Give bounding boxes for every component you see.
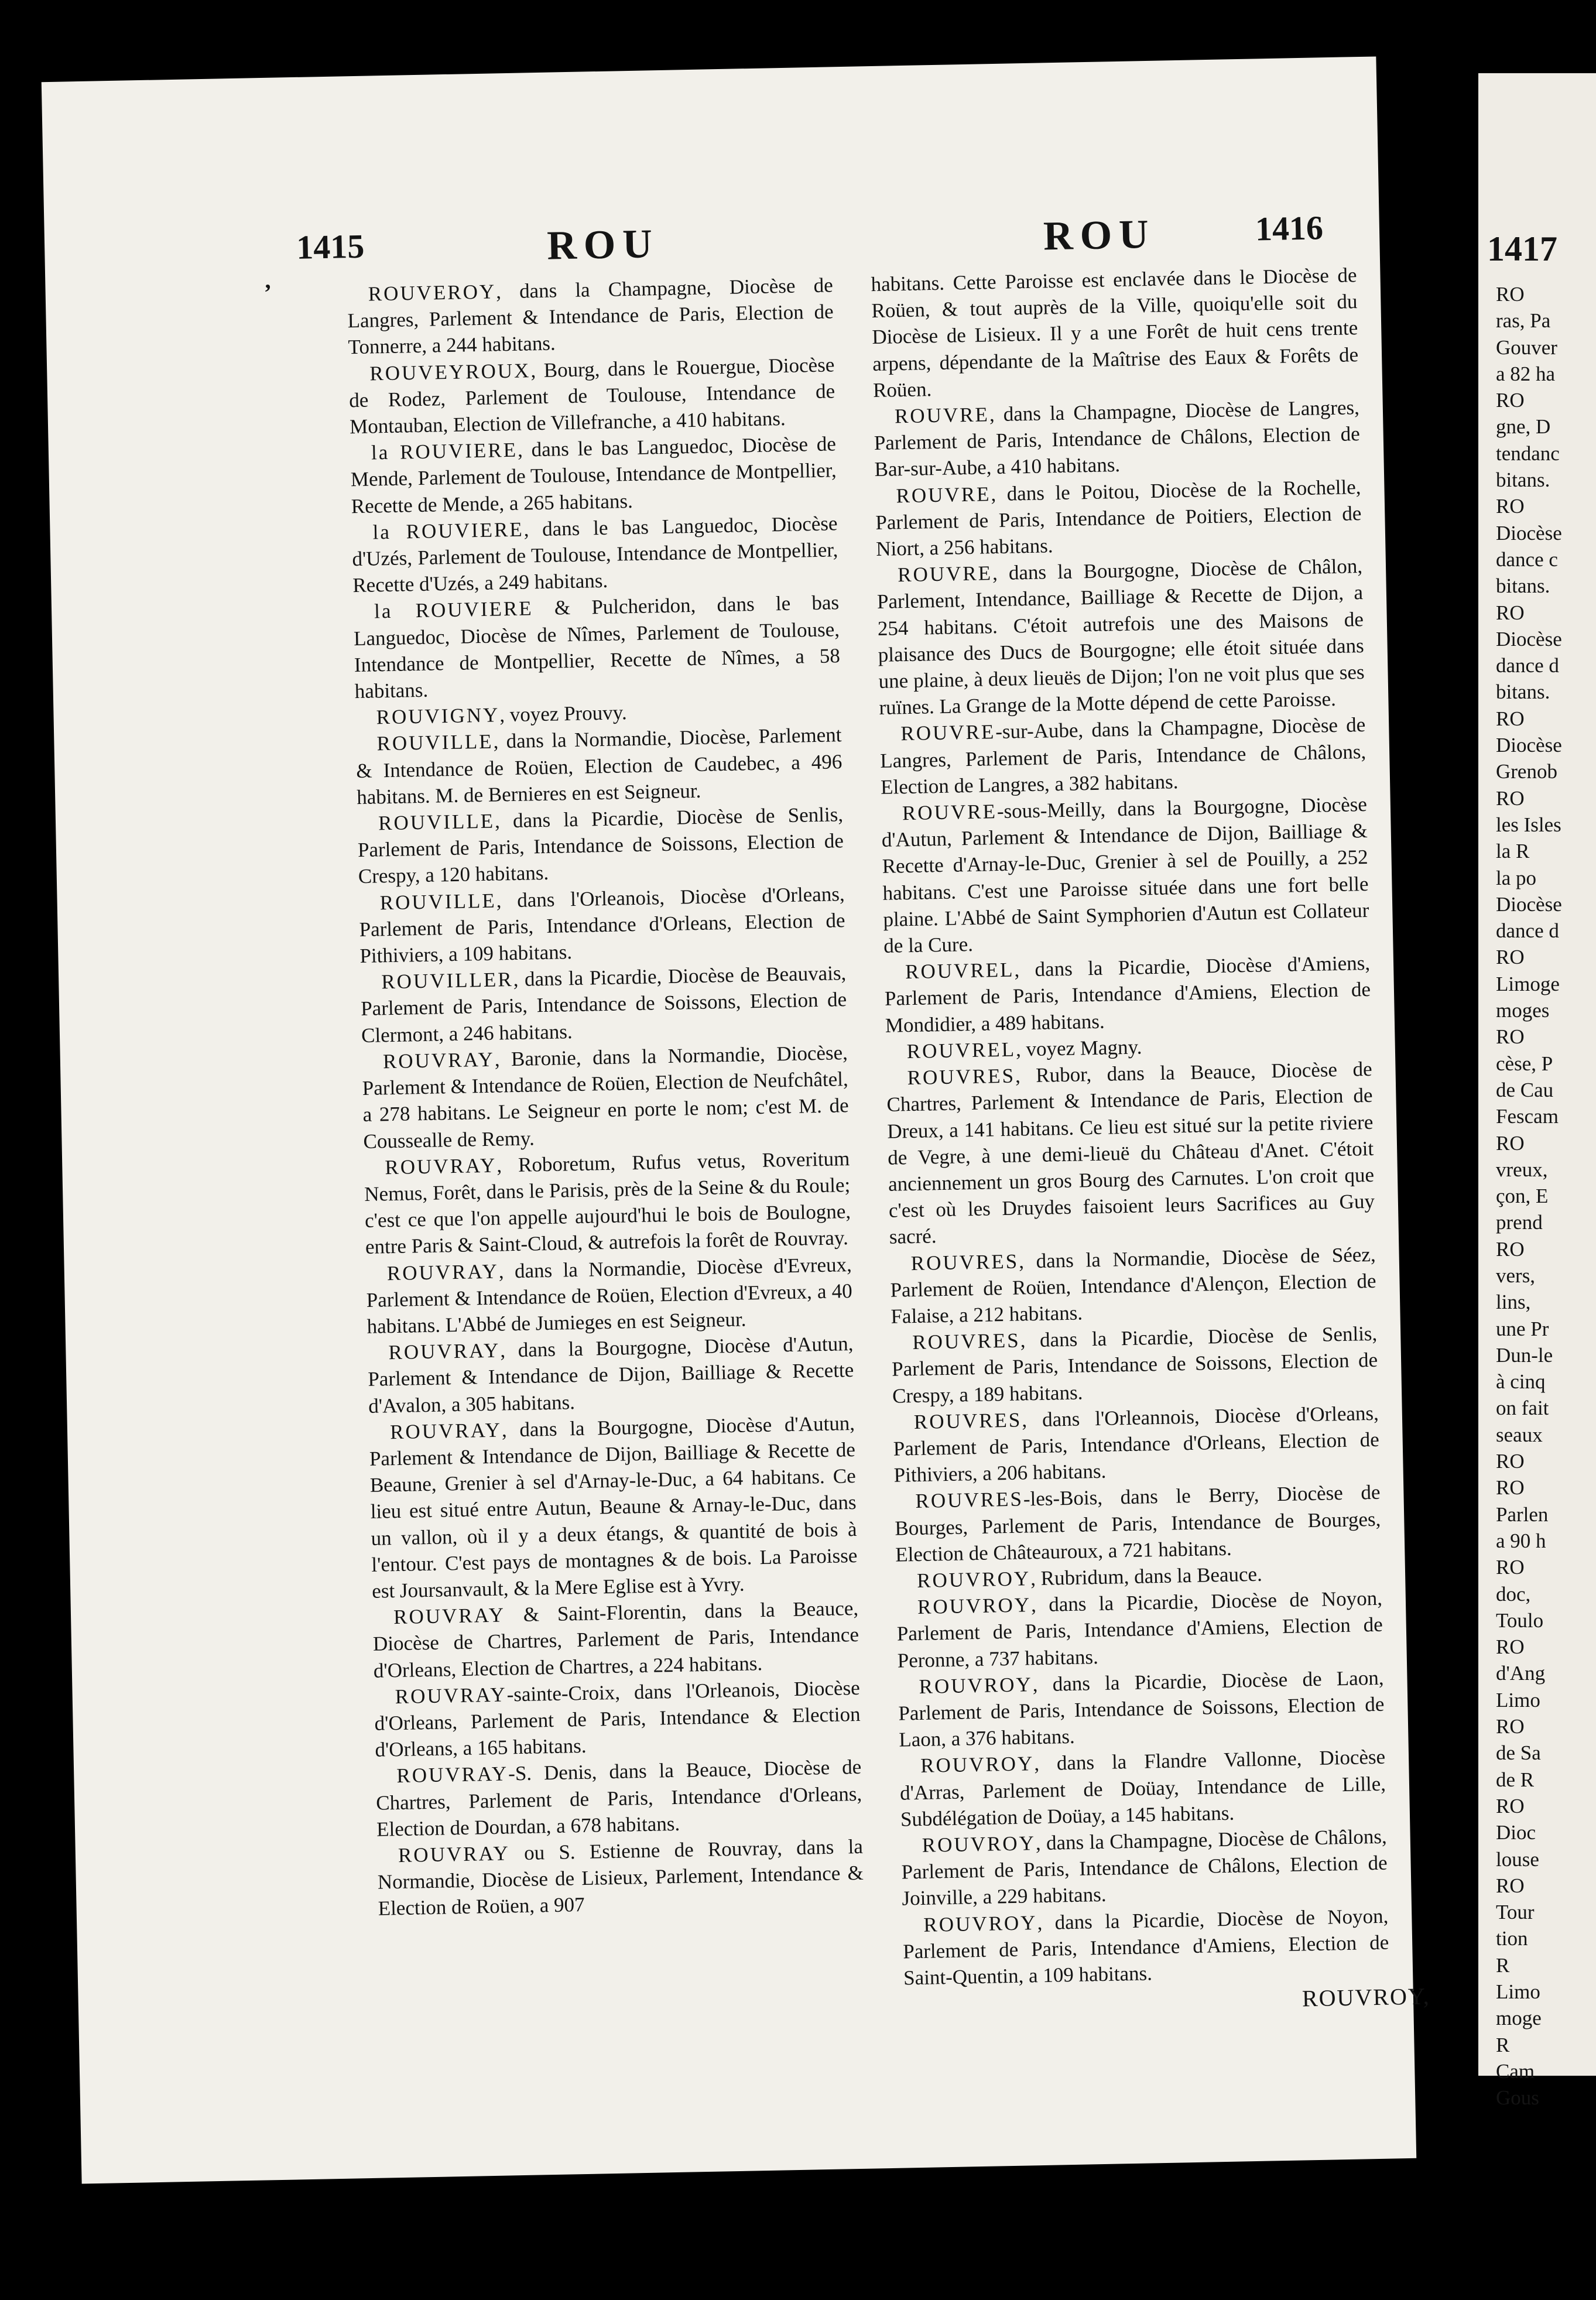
next-page-number: 1417 xyxy=(1487,230,1557,268)
entry-text: , dans la Champagne, Diocèse de Châlons, Parlement de Paris, Intendance de Châlons, Election de Joinville, a 229 habitans. xyxy=(901,1825,1388,1910)
entry-headword: ROUVRAY xyxy=(396,1762,509,1788)
entry-headword: ROUVRES xyxy=(915,1487,1024,1513)
dictionary-entry xyxy=(902,1902,1389,1991)
next-page-line: Tour xyxy=(1496,1901,1535,1924)
dictionary-entry xyxy=(351,510,838,599)
entry-headword: ROUVRE xyxy=(902,800,998,825)
next-page-line: R xyxy=(1496,1953,1510,1977)
entry-text: & Pulcheridon, dans le bas Languedoc, Diocèse de Nîmes, Parlement de Toulouse, Intendance de Montpellier, Recette de Nîmes, a 58 habitans. xyxy=(353,591,841,703)
entry-text: , dans le bas Languedoc, Diocèse d'Uzés, Parlement de Toulouse, Intendance de Montpellier, Recette d'Uzés, a 249 habitans. xyxy=(352,512,838,597)
entry-text: -sous-Meilly, dans la Bourgogne, Diocèse d'Autun, Parlement & Intendance de Dijon, Bailliage & Recette d'Arnay-le-Duc, Grenier à sel de Pouilly, a 252 habitans. C'est une Paroisse située dans une fort belle plaine. L'Abbé de Saint Symphorien d'Autun est Collateur de la Cure. xyxy=(881,793,1369,957)
next-page-line: tendanc xyxy=(1496,441,1560,465)
next-page-line: Toulo xyxy=(1496,1608,1544,1632)
next-page-line: a 82 ha xyxy=(1496,362,1556,385)
next-page-line: RO xyxy=(1496,946,1525,969)
next-page-line: Gous xyxy=(1496,2086,1539,2110)
entry-text: , dans la Picardie, Diocèse de Laon, Parlement de Paris, Intendance de Soissons, Election de Laon, a 376 habitans. xyxy=(898,1666,1385,1751)
next-page-line: Grenob xyxy=(1496,760,1557,783)
next-page-line: vreux, xyxy=(1496,1158,1548,1181)
next-page-line: lins, xyxy=(1496,1291,1531,1314)
dictionary-entry xyxy=(876,553,1365,721)
next-page-line: RO xyxy=(1496,1476,1525,1500)
next-page-line: dance c xyxy=(1496,547,1558,571)
entry-headword: ROUVRE xyxy=(900,720,996,745)
next-page-line: prend xyxy=(1496,1211,1543,1234)
dictionary-entry xyxy=(881,791,1370,959)
entry-text: , dans la Picardie, Diocèse de Senlis, Parlement de Paris, Intendance de Soissons, Election de Crespy, a 120 habitans. xyxy=(357,803,844,888)
entry-headword: ROUVREL xyxy=(905,958,1015,984)
entry-headword: ROUVRAY xyxy=(395,1683,507,1708)
dictionary-entry xyxy=(362,1039,850,1155)
entry-headword: la ROUVIERE xyxy=(372,518,524,544)
entry-headword: ROUVRAY xyxy=(393,1603,506,1629)
next-page-line: les Isles xyxy=(1496,813,1561,836)
entry-headword: ROUVROY xyxy=(916,1567,1031,1592)
next-page-line: vers, xyxy=(1496,1264,1536,1287)
dictionary-entry xyxy=(350,430,837,519)
entry-headword: la ROUVIERE xyxy=(371,438,518,464)
entry-headword: ROUVRAY xyxy=(385,1154,497,1179)
entry-text: , dans la Picardie, Diocèse d'Amiens, Parlement de Paris, Intendance d'Amiens, Election de Mondidier, a 489 habitans. xyxy=(884,952,1371,1037)
next-page-line: une Pr xyxy=(1496,1317,1549,1340)
dictionary-entry xyxy=(875,474,1362,563)
next-page-line: Diocèse xyxy=(1496,521,1562,545)
entry-text: , dans la Picardie, Diocèse de Noyon, Parlement de Paris, Intendance d'Amiens, Election de Saint-Quentin, a 109 habitans. xyxy=(902,1904,1389,1990)
dictionary-entry xyxy=(347,272,834,361)
entry-headword: ROUVRES xyxy=(907,1064,1016,1090)
entry-headword: ROUVRES xyxy=(913,1408,1022,1433)
next-page-line: RO xyxy=(1496,1874,1525,1897)
dictionary-entry xyxy=(377,1833,864,1922)
next-page-line: cèse, P xyxy=(1496,1052,1553,1075)
entry-headword: ROUVRE xyxy=(894,403,990,428)
entry-text: , dans le bas Languedoc, Diocèse de Mende, Parlement de Toulouse, Intendance de Montpellier, Recette de Mende, a 265 habitans. xyxy=(350,432,837,518)
entry-headword: ROUVEYROUX xyxy=(369,358,531,385)
entry-headword: ROUVEROY xyxy=(368,280,496,306)
next-page-line: de Cau xyxy=(1496,1078,1554,1101)
entry-headword: ROUVROY xyxy=(920,1752,1035,1778)
next-page-line: Diocèse xyxy=(1496,627,1562,651)
next-page-line: RO xyxy=(1496,1715,1525,1738)
entry-text: , Rubor, dans la Beauce, Diocèse de Chartres, Parlement & Intendance de Paris, Election de Dreux, a 141 habitans. Ce lieu est situé sur la petite riviere de Vegre, à une demi-lieuë du Château d'Anet. C'étoit anciennement un gros Bourg des Carnutes. L'on croit que c'est où les Druydes faisoient leurs Sacrifices au Guy sacré. xyxy=(886,1057,1375,1249)
next-page-line: RO xyxy=(1496,1025,1525,1049)
entry-text: , dans la Flandre Vallonne, Diocèse d'Arras, Parlement de Doüay, Intendance de Lille, Subdélégation de Doüay, a 145 habitans. xyxy=(899,1745,1386,1831)
next-page-line: gne, D xyxy=(1496,415,1551,439)
entry-headword: ROUVIGNY xyxy=(376,703,500,729)
next-page-line: dance d xyxy=(1496,654,1559,677)
entry-text: , dans la Picardie, Diocèse de Senlis, Parlement de Paris, Intendance de Soissons, Election de Crespy, a 189 habitans. xyxy=(891,1322,1378,1408)
next-page-line: RO xyxy=(1496,1635,1525,1659)
next-page-line: Limo xyxy=(1496,1688,1540,1712)
book-spread xyxy=(42,56,1431,2183)
entry-headword: ROUVRAY xyxy=(389,1418,502,1443)
dictionary-entry xyxy=(894,1479,1381,1568)
dictionary-entry xyxy=(358,881,845,970)
next-page-line: on fait xyxy=(1496,1397,1549,1420)
dictionary-entry xyxy=(375,1754,862,1843)
next-page-line: de Sa xyxy=(1496,1741,1541,1765)
entry-text: , dans la Picardie, Diocèse de Beauvais, Parlement de Paris, Intendance de Soissons, Election de Clermont, a 246 habitans. xyxy=(360,961,847,1047)
entry-headword: ROUVREL xyxy=(906,1038,1016,1063)
dictionary-entry xyxy=(886,1056,1375,1250)
next-page-line: moge xyxy=(1496,2007,1542,2030)
continued-text: habitans. Cette Paroisse est enclavée dans le Diocèse de Roüen, & tout auprès de la Ville, quoiqu'elle soit du Diocèse de Lisieux. Il y a une Forêt de huit cens trente arpens, dépendante de la Maîtrise des Eaux & Forêts de Roüen. xyxy=(871,263,1359,402)
next-page-line: Parlen xyxy=(1496,1502,1549,1526)
entry-text: , dans la Normandie, Diocèse de Séez, Parlement de Roüen, Intendance d'Alençon, Election de Falaise, a 212 habitans. xyxy=(890,1243,1376,1328)
next-page-line: RO xyxy=(1496,389,1525,412)
next-page-line: bitans. xyxy=(1496,468,1550,492)
entry-headword: ROUVROY xyxy=(922,1832,1036,1857)
dictionary-entry xyxy=(357,801,844,890)
next-page-line: tion xyxy=(1496,1927,1528,1950)
dictionary-entry xyxy=(884,950,1371,1039)
entry-text: , dans la Normandie, Diocèse, Parlement & Intendance de Roüen, Election de Caudebec, a 496 habitans. M. de Bernieres en est Seigneur. xyxy=(356,723,842,809)
next-page-line: Cam xyxy=(1496,2059,1535,2083)
right-page-number: 1416 xyxy=(1255,208,1324,248)
margin-mark: , xyxy=(264,266,271,293)
entry-headword: ROUVRES xyxy=(910,1250,1019,1275)
entry-headword: ROUVILLE xyxy=(379,889,497,915)
entry-text: -S. Denis, dans la Beauce, Diocèse de Chartres, Parlement de Paris, Intendance d'Orleans, Election de Dourdan, a 678 habitans. xyxy=(375,1755,862,1841)
next-page-line: louse xyxy=(1496,1847,1539,1871)
entry-text: , Baronie, dans la Normandie, Diocèse, Parlement & Intendance de Roüen, Election de Neufchâtel, a 278 habitans. Le Seigneur en porte le nom; c'est M. de Coussealle de Remy. xyxy=(362,1041,849,1153)
next-page-line: dance d xyxy=(1496,919,1559,943)
entry-headword: ROUVILLE xyxy=(376,730,494,755)
next-page-line: Gouver xyxy=(1496,336,1557,359)
next-page-line: RO xyxy=(1496,1237,1525,1261)
entry-headword: ROUVILLE xyxy=(378,809,495,835)
next-page-line: RO xyxy=(1496,1131,1525,1155)
next-page-line: RO xyxy=(1496,1794,1525,1818)
entry-headword: la ROUVIERE xyxy=(374,597,534,623)
entry-text: , dans la Picardie, Diocèse de Noyon, Parlement de Paris, Intendance d'Amiens, Election de Peronne, a 737 habitans. xyxy=(896,1586,1383,1672)
entry-text: & Saint-Florentin, dans la Beauce, Diocèse de Chartres, Parlement de Paris, Intendance d'Orleans, Election de Chartres, a 224 habitans. xyxy=(372,1597,859,1682)
entry-text: , dans l'Orleannois, Diocèse d'Orleans, Parlement de Paris, Intendance d'Orleans, Election de Pithiviers, a 206 habitans. xyxy=(893,1401,1380,1487)
next-page-line: RO xyxy=(1496,707,1525,730)
next-page-line: bitans. xyxy=(1496,680,1550,704)
dictionary-entry xyxy=(891,1320,1378,1409)
entry-column-left xyxy=(347,272,864,1922)
next-page-line: la R xyxy=(1496,840,1530,863)
dictionary-entry xyxy=(372,1595,859,1684)
entry-headword: ROUVRAY xyxy=(386,1259,499,1285)
next-page-edge xyxy=(1478,73,1596,2110)
next-page-line: de R xyxy=(1496,1768,1535,1791)
next-page-line: RO xyxy=(1496,1450,1525,1473)
dictionary-entry xyxy=(365,1251,852,1340)
next-page-line: doc, xyxy=(1496,1582,1531,1606)
next-page-line: bitans. xyxy=(1496,574,1550,598)
entry-headword: ROUVROY xyxy=(923,1911,1037,1936)
entry-headword: ROUVRES xyxy=(912,1329,1021,1354)
entry-text: -sur-Aube, dans la Champagne, Diocèse de Langres, Parlement de Paris, Intendance de Châlons, Election de Langres, a 382 habitans. xyxy=(879,713,1366,799)
entry-headword: ROUVRAY xyxy=(382,1048,495,1073)
dictionary-entry xyxy=(893,1400,1380,1489)
entry-text: , voyez Prouvy. xyxy=(499,701,628,727)
entry-text: , dans la Normandie, Diocèse d'Evreux, Parlement & Intendance de Roüen, Election d'Evreux, a 40 habitans. L'Abbé de Jumieges en est Seigneur. xyxy=(366,1252,853,1338)
next-page-line: Limo xyxy=(1496,1980,1540,2003)
entry-headword: ROUVRAY xyxy=(398,1842,511,1867)
dictionary-entry xyxy=(900,1823,1388,1912)
entry-text: , Bourg, dans le Rouergue, Diocèse de Rodez, Parlement de Toulouse, Intendance de Montauban, Election de Villefranche, a 410 habitans. xyxy=(348,352,835,439)
entry-text: -les-Bois, dans le Berry, Diocèse de Bourges, Parlement de Paris, Intendance de Bourges, Election de Châteauroux, a 721 habitans. xyxy=(895,1481,1381,1566)
entry-text: , dans la Bourgogne, Diocèse d'Autun, Parlement & Intendance de Dijon, Bailliage & Recette d'Avalon, a 305 habitans. xyxy=(368,1332,854,1418)
entry-text: -sainte-Croix, dans l'Orleanois, Diocèse d'Orleans, Parlement de Paris, Intendance & Election d'Orleans, a 165 habitans. xyxy=(374,1676,861,1761)
entry-text: , dans le Poitou, Diocèse de la Rochelle, Parlement de Paris, Intendance de Poitiers, Election de Niort, a 256 habitans. xyxy=(875,475,1362,561)
entry-text: , dans la Bourgogne, Diocèse de Châlon, Parlement, Intendance, Bailliage & Recette de Dijon, a 254 habitans. C'étoit autrefois une des Maisons de plaisance des Ducs de Bourgogne; elle étoit située dans une plaine, à deux lieuës de Dijon; l'on ne voit plus que ses ruïnes. La Grange de la Motte dépend de cette Paroisse. xyxy=(876,555,1365,720)
entry-text: , Roboretum, Rufus vetus, Roveritum Nemus, Forêt, dans le Parisis, près de la Seine & du Roule; c'est ce que l'on appelle aujourd'hui le bois de Boulogne, entre Paris & Saint-Cloud, & autrefois la forêt de Rouvray. xyxy=(364,1146,851,1259)
entry-headword: ROUVRAY xyxy=(388,1339,501,1364)
entry-text: , Rubridum, dans la Beauce. xyxy=(1030,1562,1263,1590)
next-page-line: RO xyxy=(1496,1556,1525,1579)
next-page-line: RO xyxy=(1496,283,1525,306)
entry-headword: ROUVRE xyxy=(896,482,991,507)
next-page-line: à cinq xyxy=(1496,1370,1546,1394)
next-page-line: la po xyxy=(1496,866,1537,889)
entry-text: , dans l'Orleanois, Diocèse d'Orleans, Parlement de Paris, Intendance d'Orleans, Election de Pithiviers, a 109 habitans. xyxy=(359,882,845,968)
next-page-line: Fescam xyxy=(1496,1105,1559,1128)
entry-headword: ROUVILLER xyxy=(381,968,514,994)
dictionary-entry xyxy=(367,1330,854,1419)
dictionary-entry xyxy=(896,1585,1383,1674)
entry-text: , dans la Bourgogne, Diocèse d'Autun, Parlement & Intendance de Dijon, Bailliage & Recette de Beaune, Grenier à sel d'Arnay-le-Duc, a 64 habitans. Ce lieu est situé entre Autun, Beaune & Arnay-le-Duc, dans un vallon, où il y a deux étangs, & quantité de bois à l'entour. C'est pays de montagnes & de bois. La Paroisse est Joursanvault, & la Mere Eglise est à Yvry. xyxy=(369,1411,858,1603)
next-page-line: d'Ang xyxy=(1496,1662,1546,1685)
next-page-line: çon, E xyxy=(1496,1185,1549,1208)
entry-headword: ROUVRE xyxy=(897,562,993,587)
next-page-line: Diocèse xyxy=(1496,734,1562,757)
dictionary-entry xyxy=(899,1744,1386,1833)
dictionary-entry xyxy=(369,1410,858,1604)
entry-text: , dans la Champagne, Diocèse de Langres, Parlement de Paris, Intendance de Châlons, Election de Bar-sur-Aube, a 410 habitans. xyxy=(874,396,1361,481)
next-page-line: Dioc xyxy=(1496,1821,1536,1844)
entry-headword: ROUVROY xyxy=(919,1672,1033,1698)
dictionary-entry xyxy=(348,351,835,440)
next-page-line: moges xyxy=(1496,999,1550,1022)
next-page-line: seaux xyxy=(1496,1423,1543,1446)
dictionary-entry xyxy=(360,960,847,1049)
next-page-line: RO xyxy=(1496,786,1525,810)
dictionary-entry xyxy=(879,711,1366,800)
left-running-head: ROU xyxy=(546,221,660,269)
next-page-line: RO xyxy=(1496,601,1525,624)
dictionary-entry xyxy=(874,394,1361,483)
right-running-head: ROU xyxy=(1043,211,1156,259)
next-page-line: a 90 h xyxy=(1496,1529,1546,1552)
next-page-lines xyxy=(1496,281,1595,2111)
entry-headword: ROUVROY xyxy=(917,1593,1032,1619)
left-page-number: 1415 xyxy=(296,227,365,266)
entry-text: , dans la Champagne, Diocèse de Langres, Parlement & Intendance de Paris, Election de Tonnerre, a 244 habitans. xyxy=(347,273,834,359)
dictionary-entry xyxy=(889,1241,1376,1330)
entry-column-right xyxy=(871,262,1389,1991)
entry-text: ou S. Estienne de Rouvray, dans la Normandie, Diocèse de Lisieux, Parlement, Intendance & Election de Roüen, a 907 xyxy=(377,1834,864,1921)
dictionary-entry xyxy=(364,1145,851,1261)
next-page-line: R xyxy=(1496,2033,1510,2056)
next-page-line: ras, Pa xyxy=(1496,309,1551,333)
catchword: ROUVROY, xyxy=(1302,1983,1431,2012)
next-page-line: Limoge xyxy=(1496,972,1560,995)
dictionary-entry xyxy=(898,1664,1385,1753)
dictionary-entry xyxy=(355,722,842,811)
next-page-line: Dun-le xyxy=(1496,1343,1553,1367)
next-page-line: RO xyxy=(1496,495,1525,518)
dictionary-entry xyxy=(374,1675,861,1764)
dictionary-entry xyxy=(353,590,841,705)
entry-text: , voyez Magny. xyxy=(1015,1035,1142,1061)
next-page-line: Diocèse xyxy=(1496,892,1562,916)
